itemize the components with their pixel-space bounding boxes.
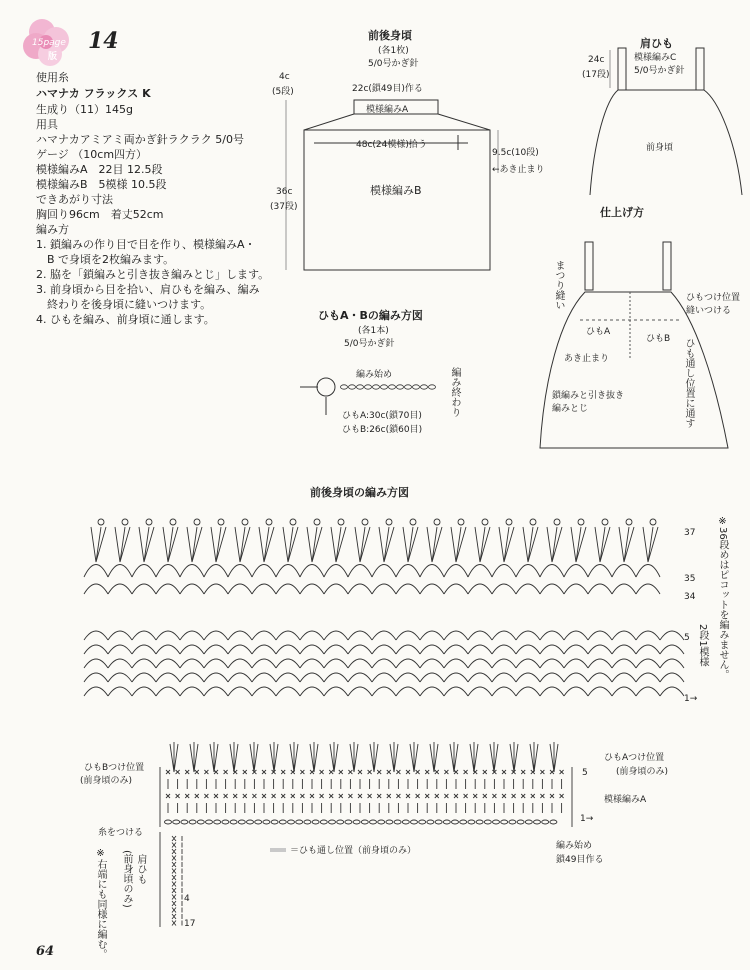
chart-start: 編み始め [556,841,593,851]
badge-mid: 版 [48,52,58,62]
strap-pattern: 模様編みC [634,53,677,63]
instr-line: ゲージ （10cm四方） [36,148,148,161]
row-5b: 5 [582,768,588,778]
yarn-name: ハマナカ フラックス K [36,87,151,100]
strap-sub: (前身頃のみ) [121,850,132,908]
badge-top: 15page [32,38,66,48]
cord-title: ひもA・Bの編み方図 [318,309,423,322]
instr-step: 1. 鎖編みの作り目で目を作り、模様編みA・ [36,238,256,251]
chart-canvas [0,482,750,942]
note-picot: ※36段めはピコットを編みません。 [717,516,728,680]
pattern-b-label: 模様編みB [370,184,422,197]
cord-a: ひもA:30c(鎖70目) [342,411,422,421]
strap-note: ※右端にも同様に編む。 [95,848,106,959]
instr-line: 編み方 [36,223,69,236]
left-rows: (37段) [270,202,298,212]
body-sub2: 5/0号かぎ針 [368,59,419,69]
repeat-label: 2段1模様 [697,624,708,667]
finish-outline [530,200,750,460]
cord-start: 編み始め [356,370,393,380]
finish-join2: 編みとじ [552,404,589,414]
finish-open-stop: あき止まり [564,354,610,364]
instructions [36,102,269,327]
row-1: 1→ [684,694,698,704]
chart-start-chain: 鎖49目作る [556,855,604,865]
front-only-a: (前身頃のみ) [616,767,669,777]
chart-title: 前後身頃の編み方図 [310,486,409,499]
strap-rows: (17段) [582,70,610,80]
instr-line: ハマナカアミアミ両かぎ針ラクラク 5/0号 [36,133,244,146]
body-sub1: (各1枚) [378,46,409,56]
left-top-rows: (5段) [272,87,294,97]
instr-step: 3. 前身頃から目を拾い、肩ひもを編み、編み [36,283,260,296]
instr-line: できあがり寸法 [36,193,113,206]
finish-thread-through: ひも通し位置に通す [683,338,694,428]
cord-b: ひもB:26c(鎖60目) [342,425,423,435]
strap-row4: 4 [184,894,190,904]
right-cm: 9.5c(10段) [492,148,539,158]
finish-cord-b: ひもB [646,334,671,344]
strap-front: 前身頃 [646,143,674,153]
row-37: 37 [684,528,696,538]
cord-b-pos: ひもBつけ位置 [84,763,145,773]
strap-label: 肩ひも [135,854,146,884]
body-outline [270,25,530,285]
instr-line: 模様編みA 22目 12.5段 [36,163,163,176]
page-badge [14,14,88,70]
body-diagram [270,25,545,285]
instr-step: 4. ひもを編み、前身頃に通します。 [36,313,215,326]
instr-step: 終わりを後身頃に縫いつけます。 [36,298,212,311]
cord-sub2: 5/0号かぎ針 [344,339,395,349]
cord-diagram [290,305,510,445]
pattern-number: 14 [88,28,119,54]
instr-line: 模様編みB 5模様 10.5段 [36,178,167,191]
finish-title: 仕上げ方 [600,206,644,219]
pattern-a-label: 模様編みA [366,105,409,115]
strap-row17: 17 [184,919,196,929]
finish-sew-on: 縫いつける [686,306,732,316]
body-title: 前後身頃 [368,29,412,42]
right-label: ←あき止まり [492,165,545,175]
strap-title: 肩ひも [640,37,673,50]
instr-line: 胸回り96cm 着丈52cm [36,208,164,221]
cord-end: 編み終わり [449,367,460,417]
yarn-heading: 使用糸 [36,71,69,84]
strap-hook: 5/0号かぎ針 [634,66,685,76]
left-cm: 36c [276,187,293,197]
page-number: 64 [36,944,55,959]
strap-cm: 24c [588,55,605,65]
row-5a: 5 [684,633,690,643]
instr-step: B で身頃を2枚編みます。 [36,253,175,266]
chart-pattern-a: 模様編みA [604,795,647,805]
attach-yarn: 糸をつける [98,828,144,838]
instr-step: 2. 脇を「鎖編みと引き抜き編みとじ」します。 [36,268,270,281]
cord-a-pos: ひもAつけ位置 [604,753,665,763]
cord-sub1: (各1本) [358,326,389,336]
row-1b: 1→ [580,814,594,824]
finish-sew: まつり縫い [553,260,564,310]
finish-join1: 鎖編みと引き抜き [552,391,625,401]
instr-line: 用具 [36,118,58,131]
instr-line: 生成り（11）145g [36,103,133,116]
top-label: 22c(鎖49目)作る [352,84,423,94]
finish-diagram [530,200,750,460]
left-top-cm: 4c [279,72,290,82]
finish-cord-a: ひもA [586,327,611,337]
pickup-label: 48c(24模様)拾う [356,140,427,150]
row-35: 35 [684,574,696,584]
chart-legend: ＝ひも通し位置（前身頃のみ） [290,846,417,856]
front-only-b: (前身頃のみ) [80,776,133,786]
strap-diagram [570,30,750,200]
finish-attach-pos: ひもつけ位置 [686,293,741,303]
row-34: 34 [684,592,696,602]
